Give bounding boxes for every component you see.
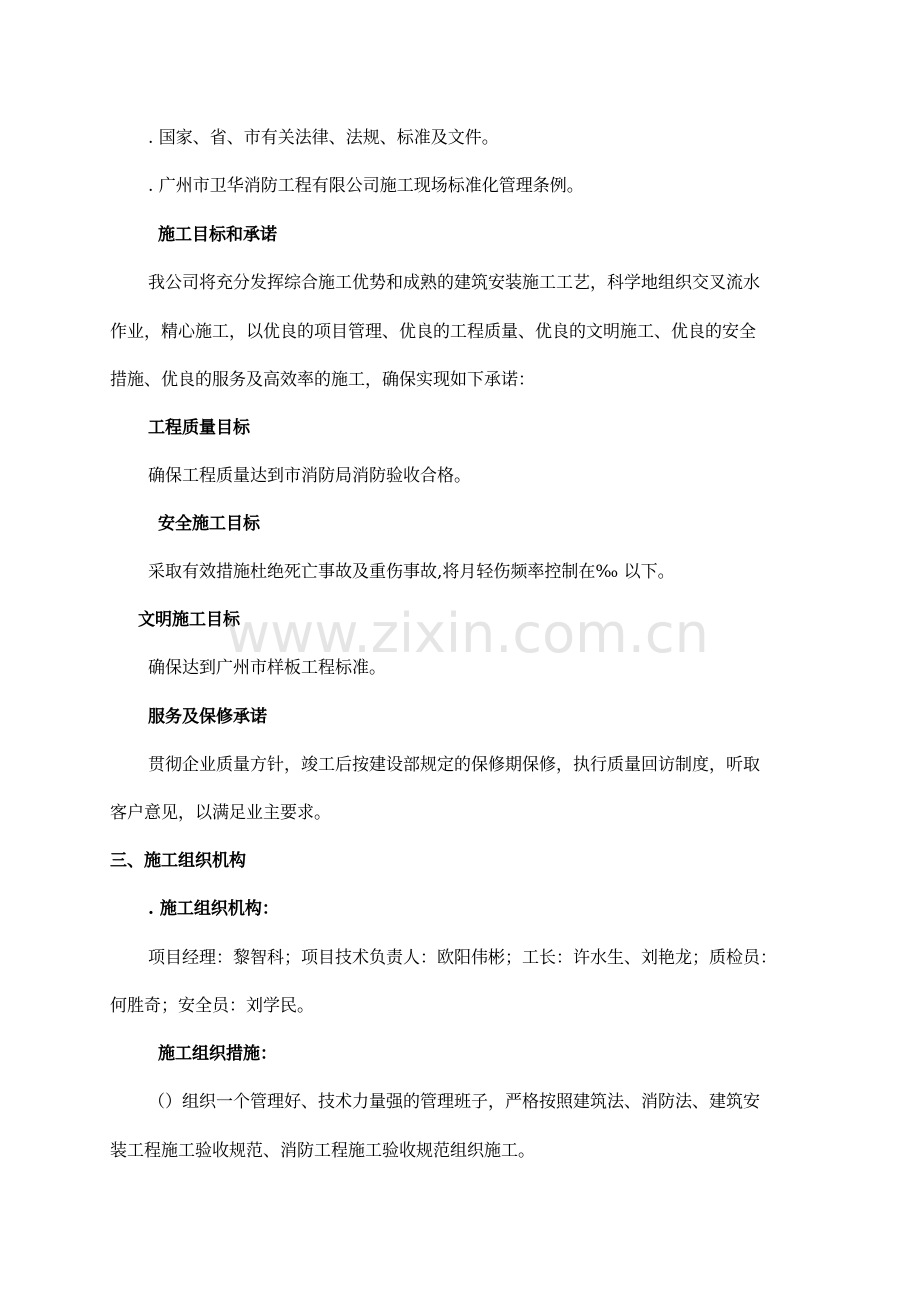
section-heading-organization: 三、施工组织机构 xyxy=(110,851,246,871)
paragraph-line: 装工程施工验收规范、消防工程施工验收规范组织施工。 xyxy=(110,1141,535,1161)
paragraph-line: 项目经理：黎智科；项目技术负责人：欧阳伟彬；工长：许水生、刘艳龙；质检员： xyxy=(148,948,777,968)
heading-service-promise: 服务及保修承诺 xyxy=(148,707,267,727)
paragraph-line: 作业，精心施工，以优良的项目管理、优良的工程质量、优良的文明施工、优良的安全 xyxy=(110,322,756,342)
paragraph-line: 采取有效措施杜绝死亡事故及重伤事故,将月轻伤频率控制在‰ 以下。 xyxy=(148,562,675,582)
heading-civilized-goal: 文明施工目标 xyxy=(138,610,240,630)
heading-quality-goal: 工程质量目标 xyxy=(148,418,250,438)
section-heading-goals: 施工目标和承诺 xyxy=(158,225,277,245)
subheading-measures: 施工组织措施： xyxy=(158,1044,277,1064)
paragraph-line: 措施、优良的服务及高效率的施工，确保实现如下承诺： xyxy=(110,370,535,390)
subheading-organization: . 施工组织机构： xyxy=(148,899,279,919)
paragraph-line: 何胜奇；安全员：刘学民。 xyxy=(110,996,314,1016)
paragraph-line: 客户意见，以满足业主要求。 xyxy=(110,803,331,823)
paragraph-line: （）组织一个管理好、技术力量强的管理班子，严格按照建筑法、消防法、建筑安 xyxy=(148,1092,760,1112)
reference-item-laws: . 国家、省、市有关法律、法规、标准及文件。 xyxy=(148,128,499,148)
reference-item-regulation: . 广州市卫华消防工程有限公司施工现场标准化管理条例。 xyxy=(148,176,584,196)
heading-safety-goal: 安全施工目标 xyxy=(158,514,260,534)
watermark: www.zixin.com.cn xyxy=(226,602,709,665)
paragraph-line: 确保工程质量达到市消防局消防验收合格。 xyxy=(148,466,471,486)
paragraph-line: 贯彻企业质量方针，竣工后按建设部规定的保修期保修，执行质量回访制度，听取 xyxy=(148,755,760,775)
paragraph-line: 确保达到广州市样板工程标准。 xyxy=(148,658,386,678)
paragraph-line: 我公司将充分发挥综合施工优势和成熟的建筑安装施工工艺，科学地组织交叉流水 xyxy=(148,273,760,293)
